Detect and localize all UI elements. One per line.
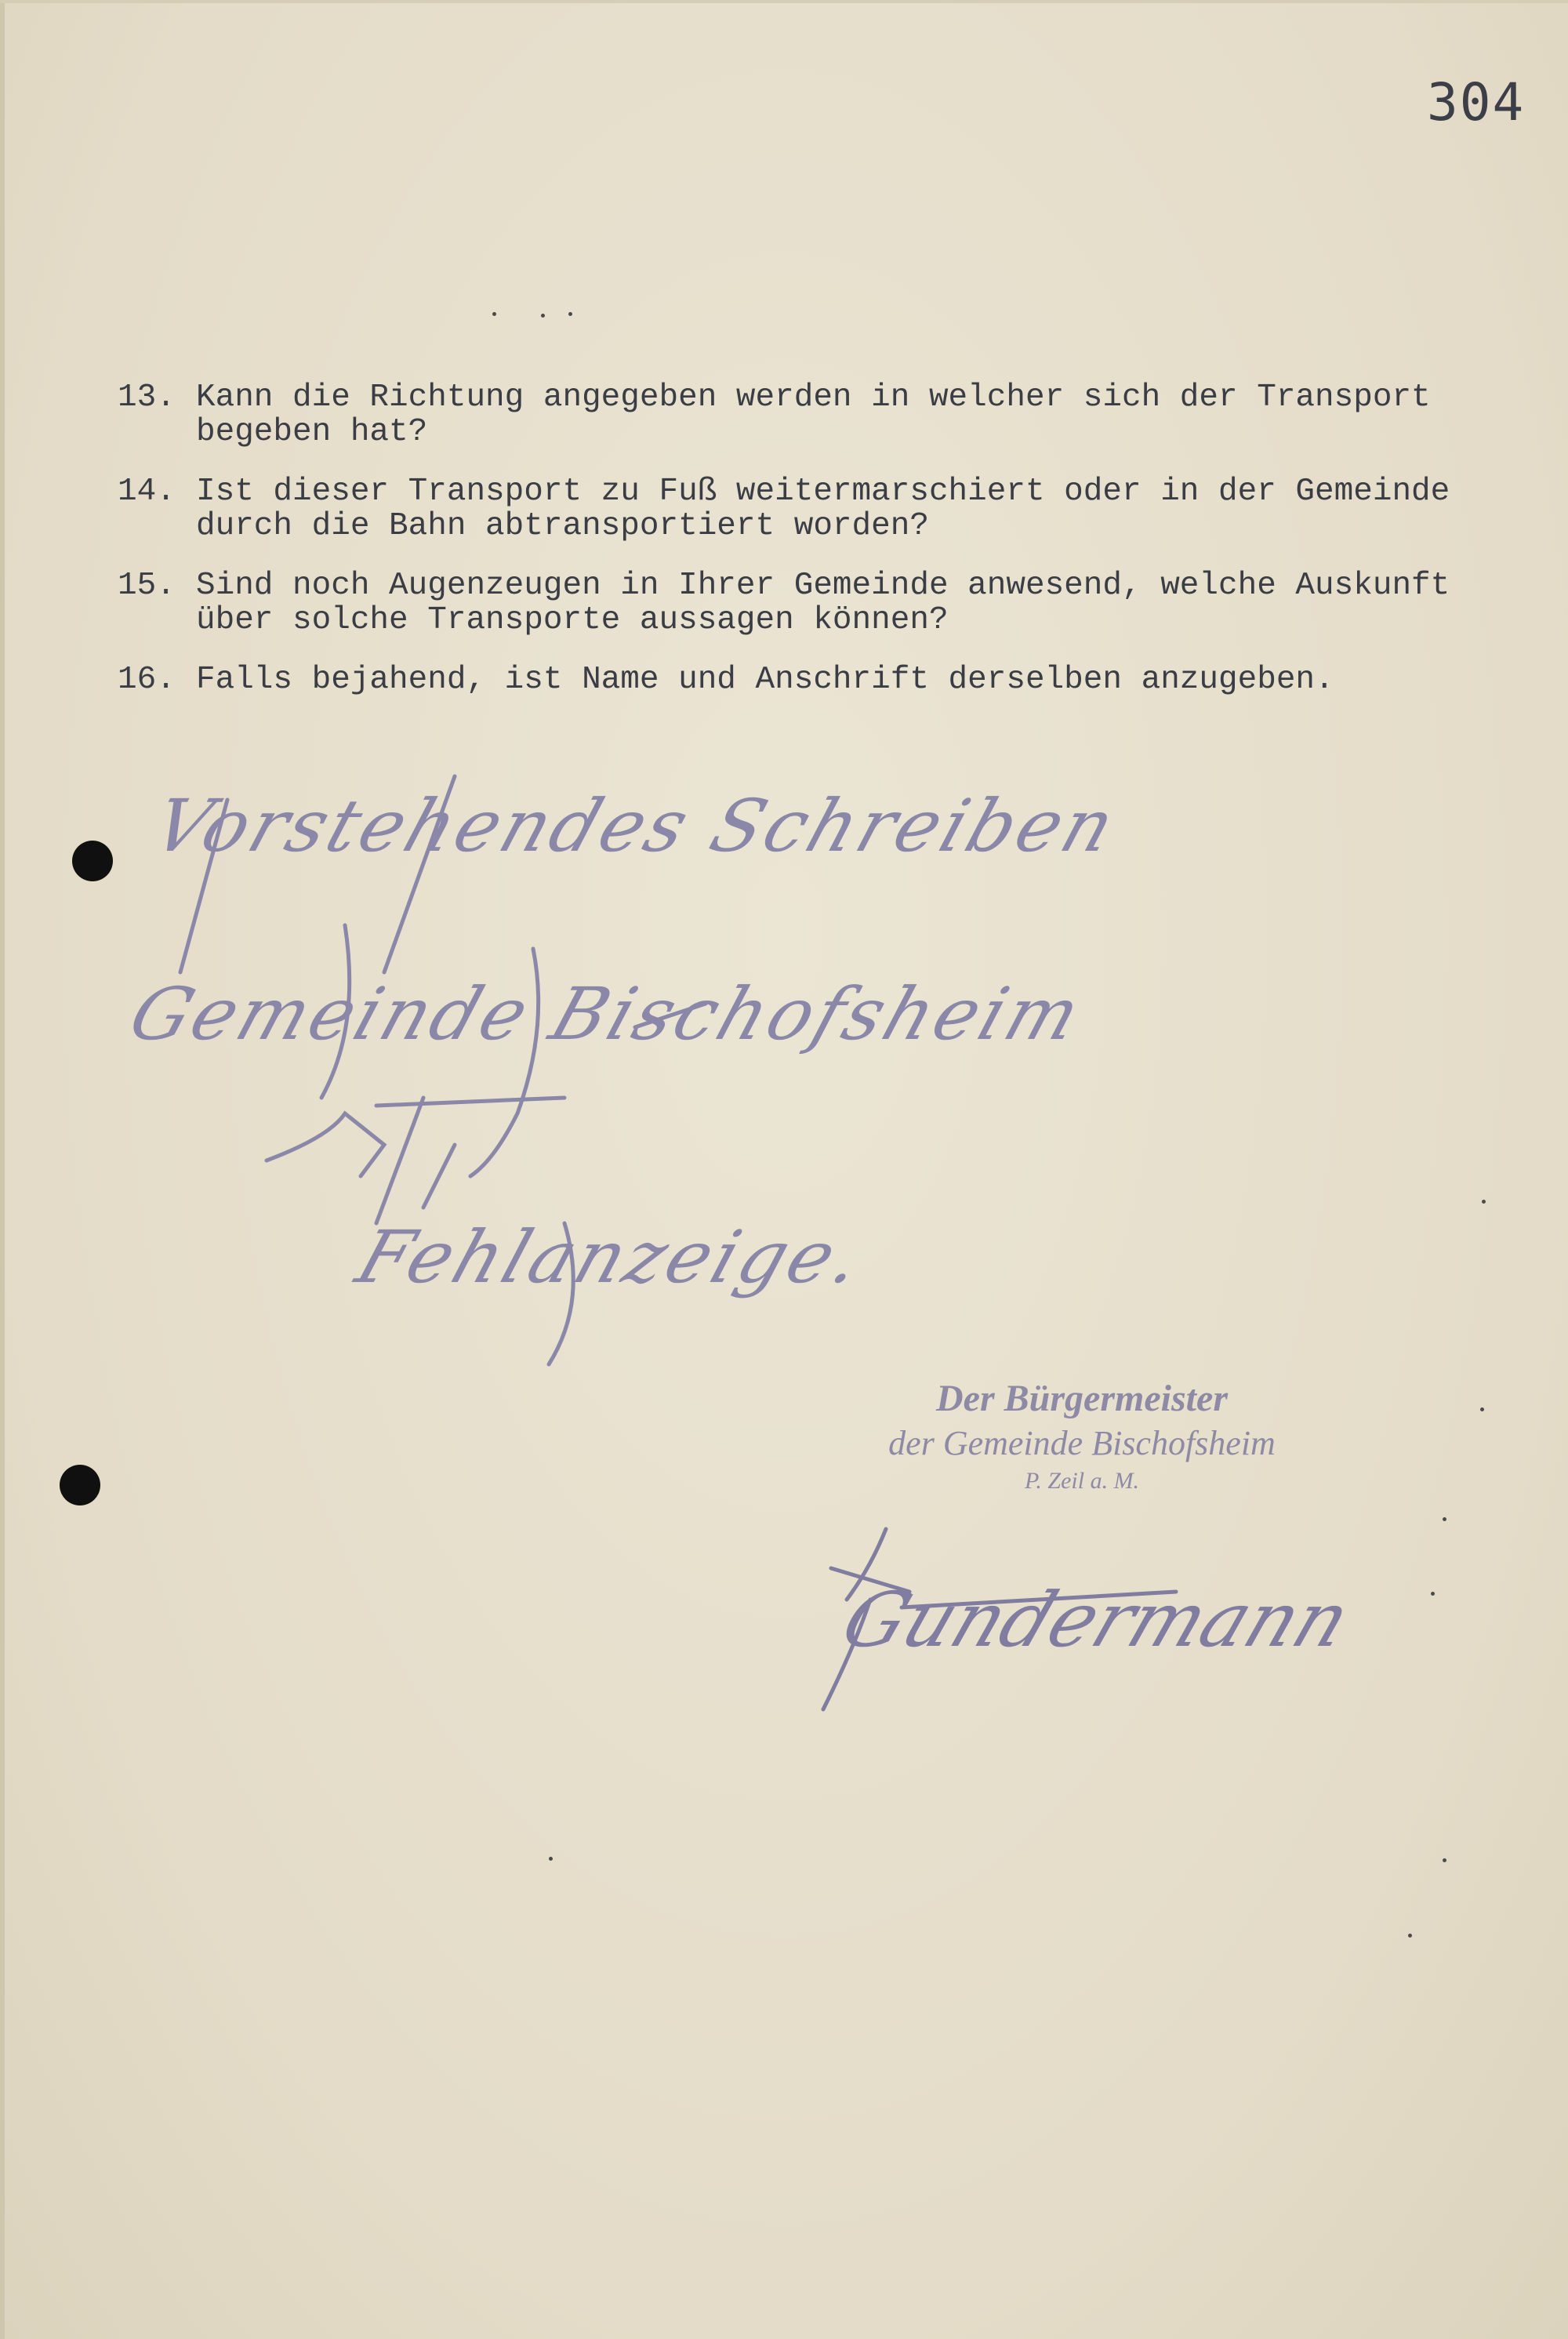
signature-text: Gundermann <box>830 1576 1362 1664</box>
mayor-stamp <box>847 1376 1317 1497</box>
paper-speck <box>541 314 545 318</box>
handwritten-note <box>119 768 1128 1396</box>
punch-hole <box>72 841 113 881</box>
question-item <box>118 568 1466 637</box>
question-number: 14. <box>118 474 176 510</box>
question-number: 16. <box>118 662 176 698</box>
stamp-title: Der Bürgermeister <box>936 1378 1228 1419</box>
paper-speck <box>1443 1858 1446 1862</box>
handwritten-line: Fehlanzeige. <box>347 1215 876 1299</box>
question-item <box>118 474 1466 543</box>
handwritten-line: Vorstehendes Schreiben <box>143 784 1128 868</box>
paper-speck <box>1431 1592 1435 1596</box>
paper-speck <box>1408 1934 1412 1938</box>
paper-left-edge <box>0 0 5 2339</box>
question-number: 15. <box>118 568 176 604</box>
question-number: 13. <box>118 380 176 416</box>
question-item <box>118 663 1466 697</box>
paper-top-edge <box>0 0 1568 3</box>
punch-hole <box>60 1465 100 1505</box>
signature <box>800 1521 1362 1729</box>
question-text: Ist dieser Transport zu Fuß weitermarschiert oder in der Gemeinde durch die Bahn abtransportiert worden? <box>196 474 1450 544</box>
stamp-location: P. Zeil a. M. <box>1024 1468 1140 1494</box>
paper-speck <box>1443 1517 1446 1521</box>
paper-speck <box>1482 1200 1486 1204</box>
question-text: Kann die Richtung angegeben werden in welcher sich der Transport begeben hat? <box>196 380 1431 450</box>
questionnaire-list <box>118 380 1466 722</box>
paper-speck <box>549 1857 553 1861</box>
question-text: Sind noch Augenzeugen in Ihrer Gemeinde anwesend, welche Auskunft über solche Transporte aussagen können? <box>196 568 1450 638</box>
paper-speck <box>568 312 572 316</box>
paper-speck <box>492 312 496 316</box>
page-number: 304 <box>1427 72 1526 133</box>
question-text: Falls bejahend, ist Name und Anschrift derselben anzugeben. <box>196 662 1334 698</box>
question-item <box>118 380 1466 449</box>
stamp-municipality: der Gemeinde Bischofsheim <box>888 1424 1276 1462</box>
paper-speck <box>1480 1407 1484 1411</box>
handwritten-line: Gemeinde Bischofsheim <box>119 972 1094 1056</box>
